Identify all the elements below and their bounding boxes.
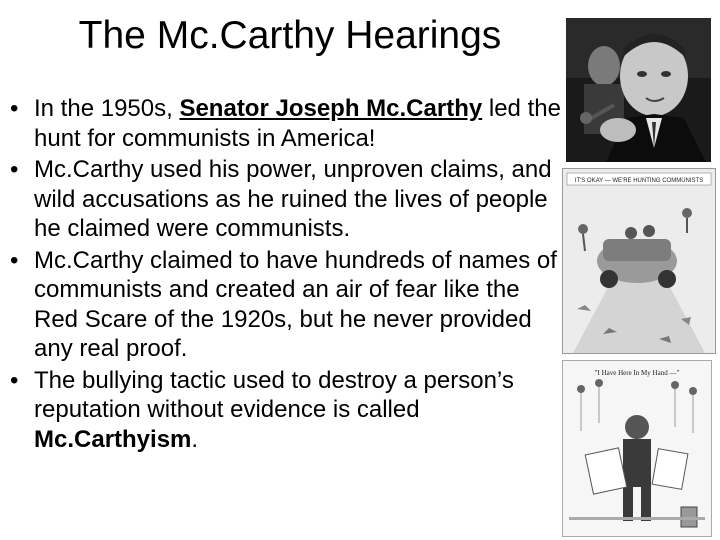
slide-title: The Mc.Carthy Hearings [78, 14, 502, 57]
bullet-dot: • [10, 246, 19, 274]
senator-name: Senator Joseph Mc.Carthy [179, 95, 483, 122]
political-cartoon-car [562, 168, 716, 354]
mccarthy-photo [566, 18, 711, 162]
bullet-dot: • [10, 156, 19, 183]
bullet-text: In the 1950s, [34, 95, 180, 122]
term-mccarthyism: Mc.Carthyism [34, 425, 192, 453]
bullet-text: The bullying tactic used to destroy a person’s reputation without evidence is called [34, 366, 514, 423]
bullet-text: . [191, 425, 199, 453]
cartoon1-caption: IT'S OKAY — WE'RE HUNTING COMMUNISTS [574, 178, 704, 184]
bullet-dot: • [10, 366, 19, 394]
bullet-item-4 [8, 366, 563, 455]
bullet-dot: • [10, 95, 19, 122]
bullet-item-3 [8, 246, 563, 364]
cartoon2-caption: "I Have Here In My Hand —" [594, 369, 680, 377]
bullet-list [8, 94, 563, 456]
bullet-item-1 [8, 94, 563, 153]
bullet-text: Mc.Carthy used his power, unproven claims, and wild accusations as he ruined the lives of people he claimed were communists. [34, 156, 552, 242]
bullet-text: led the hunt for communists in America! [34, 95, 561, 152]
bullet-item-2 [8, 155, 563, 244]
bullet-text: Mc.Carthy claimed to have hundreds of names of communists and created an air of fear like the Red Scare of the 1920s, but he never provided any real proof. [34, 246, 557, 362]
political-cartoon-hand [562, 360, 712, 537]
